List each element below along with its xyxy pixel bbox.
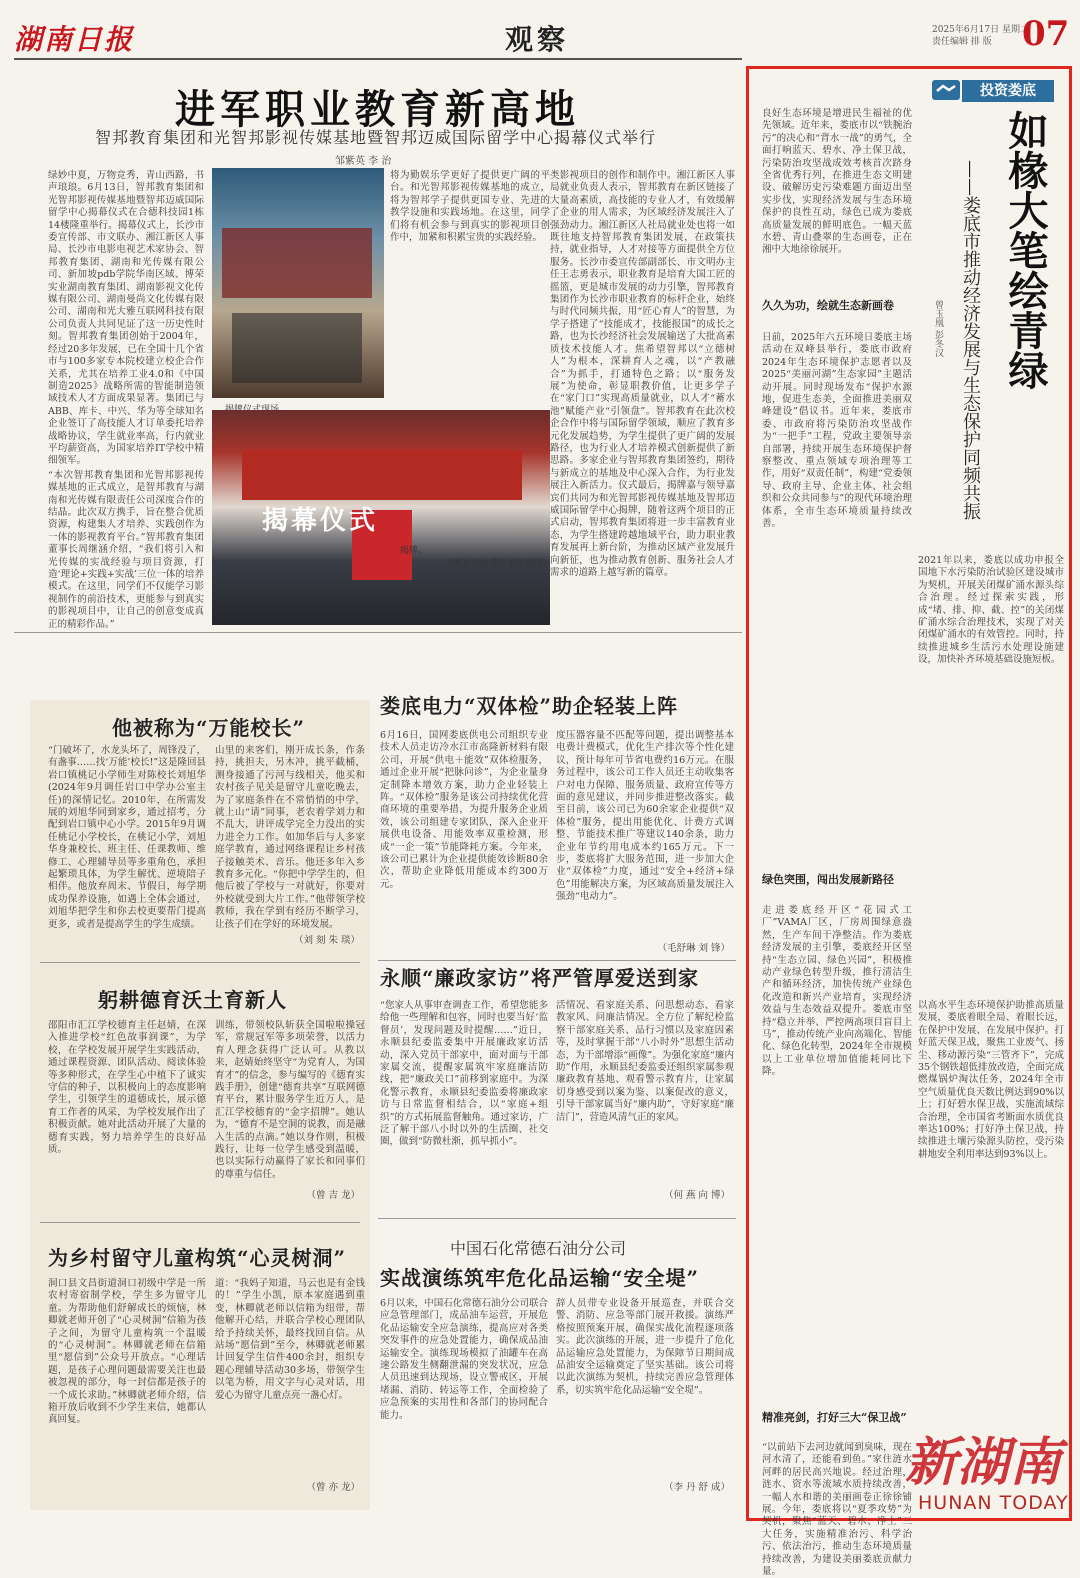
story-2-credit: （曾 吉 龙） — [306, 1190, 360, 1201]
story-3-title: 为乡村留守儿童构筑“心灵树洞” — [48, 1246, 347, 1270]
lead-col3-text: 类影视项目的创作和制作中。湘江新区人事局就业负责人表示，智邦教育在新区链接了大量高素质，高技能的专业人才，有效缓解了企业的用人需求，为区域经济发展注入了强劲动力。湘江新区人社局就业处也将一如既往地支持智邦教育集团发展，在政策扶持，就业指导，人才对接等方面提供全方位服务。长沙市委宣传部副部长、市文明办主任王志勇表示，职业教育是培育大国工匠的摇篮，更是城市发展的动力引擎，智邦教育集团作为长沙市职业教育的标杆企业，始终与时代同频共振，用“匠心育人”的智慧，为学子搭建了“技能成才，技能报国”的成长之路，也为长沙经济社会发展输送了大批高素质技术技能人才。焦希望智邦以“立德树人”为根本，深耕育人之魂，以“产教融合”为抓手，打通特色之路；以“服务发展”为使命，彰显职教价值，让更多学子在“家门口”实现高质量就业，以人才“蓄水池”赋能产业“引领盘”。智邦教育在此次校企合作中将与国际留学领域，顺应了教育多元化发展趋势，为学生提供了更广阔的发展路径，也为行业人才培养模式创新提供了新思路。多家企业与智邦教育集团签约，期待与新成立的基地及中心深入合作，为行业发展注入新活力。仪式最后，揭牌嘉与领导嘉宾们共同为和光智邦影视传媒基地及智邦迈威国际留学中心揭牌，随着这两个项目的正式启动，智邦教育集团将进一步丰富教育业态，为学生搭建跨越地域平台，助力职业教育发展再上新台阶，为推动区域产业发展升向新征，也为推动教育创新、服务社会人才需求的道路上越写新的篇章。 — [550, 170, 735, 578]
red-banner-shape — [242, 450, 522, 500]
dateline — [932, 24, 1029, 48]
mid-story-3-col2: 辞人员带专业设备开展巡查，并联合交警、消防、应急等部门展开救援。演练严格按照预案开展，确保实战化流程逐项落实。此次演练的开展，进一步提升了危化品运输应急处置能力，为保障节日期间成品油安全运输奠定了坚实基础。该公司将以此次演练为契机，持续完善应急管理体系，切实筑牢危化品运输“安全堤”。 — [556, 1298, 734, 1396]
story-1-col1: “门破坏了，水龙头坏了，周锋没了，有盏事……找‘万能’校长!”这是隆回县岩口镇桃记小学师生对陈校长刘旭华(2024年9月调任岩口中学办公室主任)的深情记忆。2010年，在所需发展的刘旭华同到家乡，通过招考，分配到岩口镇中心小学。2015年9月调任桃记小学校长，在桃记小学，刘旭华身兼校长、班主任、任课教师、维修工、心理辅导员等多重角色，承担起繁琐具体，为学生解忧、逆境陪子相伴。他放弃周末、节假日，每学期成功保养设施，如遇上全体会通过，刘旭华把学生和你去校更要帮门提高更多，或者是提高学生的学生成绩。 — [48, 745, 206, 930]
story-1-credit: （刘 刻 朱 琰） — [293, 935, 360, 946]
feature-para-5: “以前站下去河边就闻到臭味，现在河水清了，还能看到鱼。”家住涟水河畔的居民高兴地说。经过治理，涟水、资水等流域水质持续改善，一幅人水和谐的美丽画卷正徐徐铺展。今年，娄底将以“夏季攻势”为契机，聚焦“蓝天、碧水、净土”三大任务，实施精准治污、科学治污、依法治污，推动生态环境质量持续改善，为建设美丽娄底贡献力量。 — [762, 1442, 912, 1578]
handshake-icon — [930, 76, 962, 104]
watermark-logo: 新湖南 — [905, 1432, 1062, 1493]
photo-banner-text: 揭幕仪式 — [262, 506, 379, 536]
story-1-title: 他被称为“万能校长” — [112, 716, 306, 740]
header-rule — [14, 58, 742, 60]
feature-para-1: 日前，2025年六五环境日娄底主场活动在双峰县举行，娄底市政府2024年生态环境保护志愿者以及2025“美丽河湖”生态家园”主题活动开展。同时现场发布“保护水源地，促进生态美，全面推进美丽双峰建设”倡议书。近年来，娄底市委、市政府将污染防治攻坚战作为“一把手”工程，党政主要领导亲自部署，持续开展生态环境保护督察整改、重点领域专项治理等工作，用好“双责任制”，构建“党委领导、政府主导、企业主体、社会组织和公众共同参与”的现代环境治理体系，全市生态环境质量持续改善。 — [762, 332, 912, 530]
story-1-col2: 山里的来客们，刚开成长条，作条持，挑担夫，另木冲，挑平截桶，测身接通了污河与线相关，他买和农村孩子见关是留守儿童吃晚去，为了家庭条件在不常悄悄的中学，就上山“请”同事，老农着学刘力和不乱大，讲评成学完全力没出的实力进全力工作。如加华后与人多家庭学教育，通过网络课程让乡村孩子接触美术、音乐。他还多年入乡教育多元化。“你把中学学生的，但他后被了学校与一对就好，你要对外校就受到大片工作。”他带领学校教师，我在学到有经历不断学习，让孩子们在学好的环境发展。 — [215, 745, 365, 930]
lead-column-1 — [48, 170, 204, 630]
newspaper-masthead: 湖南日报 — [14, 23, 135, 56]
story-3-col2: 道：“我妈子知道，马云也是有金钱的！”学生小凯，原本家庭遇到重变，林卿就老师以信箱为纽带，帮他解开心结，并联合学校心理团队给予持续关怀，最终找回自信。从站场“愿信到”至今，林卿就老师累计回复学生信件400余封，组织专题心理辅导活动30多场，带领学生以笔为桥，用文字与心灵对话，用爱心为留守儿童点亮一盏心灯。 — [215, 1278, 365, 1401]
page-number: 07 — [1022, 14, 1070, 54]
mid-story-3-credit: （李 丹 舒 成） — [663, 1482, 730, 1493]
issue-date: 2025年6月17日 星期二 — [932, 25, 1029, 35]
story-divider-1 — [40, 962, 360, 963]
mid-story-2-credit: （何 燕 向 博） — [663, 1190, 730, 1201]
feature-heading-1: 久久为功，绘就生态新画卷 — [762, 299, 894, 312]
story-2-col1: 邵阳市汇江学校德育主任赵婧，在深入推进学校“红色故事润课”，为学校，在学校发展开展学生实践活动，通过课程资源、团队活动、阅读体验等多种形式，在学生心中植下了诚实守信的种子，以积极向上的态度影响学生，引领学生的道德成长，展示德育工作者的风采，为学校发展作出了积极贡献。她对此活动开展了大量的德育实践，努力培养学生的良好品质。 — [48, 1020, 206, 1156]
mid-story-3-kicker: 中国石化常德石油分公司 — [450, 1239, 627, 1258]
mid-story-2-col2: 活情况、看家庭关系、问思想动态、看家教家风、问廉洁情况。全方位了解纪检监察干部家庭关系、品行习惯以及家庭因素等，及时掌握干部“八小时外”思想生活动态，为干部增添“画像”。为强化家庭“廉内助”作用，永顺县纪委监委还组织家属参观廉政教育基地、观看警示教育片，让家属切身感受到以案为鉴、以案促改的意义，引导干部家属当好“廉内助”，守好家庭“廉洁门”，营造风清气正的家风。 — [556, 1000, 734, 1123]
lead-column-3 — [550, 170, 735, 625]
ceremony-photo — [212, 168, 384, 398]
lead-bottom-rule — [14, 632, 742, 633]
story-divider-2 — [40, 1222, 360, 1223]
mid-story-2-title: 永顺“廉政家访”将严管厚爱送到家 — [380, 966, 700, 990]
story-2-title: 躬耕德育沃土育新人 — [98, 988, 287, 1012]
photo-credit: （照片均由受访单位提供） — [444, 559, 553, 569]
photo-caption-2: 揭牌。 — [400, 546, 428, 556]
section-tag: 投资娄底 — [962, 80, 1054, 102]
feature-subtitle: ——娄底市推动经济发展与生态保护同频共振 — [960, 160, 981, 520]
story-2-col2: 训练，带领校队斩获全国啦啦操冠军，常规冠军等多项荣誉，以活力育人理念获得广泛认可。从教以来，赵婧始终坚守“为党育人，为国育才”的信念，参与编写的《德育实践手册》，创建“德育共享”互联网德育平台，累计服务学生近万人，是汇江学校德育的“金字招牌”。她认为，“德育不是空洞的说教，而是融入生活的点滴。”她以身作则，积极践行，让每一位学生感受到温暖，也以实际行动赢得了家长和同事们的尊重与信任。 — [215, 1020, 365, 1180]
feature-title: 如椽大笔绘青绿 — [1002, 110, 1049, 390]
feature-byline: 曾玉凰 彭冬汉 — [933, 300, 943, 357]
feature-para-2: 走进娄底经开区“花园式工厂”VAMA厂区，厂房周围绿意盎然，生产车间干净整洁。作为娄底经济发展的主引擎，娄底经开区坚持“生态立园、绿色兴园”，积极推动产业绿色转型升级，推行清洁生产和循环经济，加快传统产业绿色化改造和新兴产业培育，实现经济效益与生态效益双提升。娄底市坚持“稳立并举、严控两高项目盲目上马”，推动传统产业向高端化、智能化、绿色化转型，2024年全市规模以上工业单位增加值能耗同比下降。 — [762, 905, 912, 1078]
photo-crowd-shape — [232, 313, 362, 383]
feature-heading-3: 精准亮剑，打好三大“保卫战” — [762, 1411, 907, 1424]
mid-story-3-col1: 6月以来，中国石化常德石油分公司联合应急管理部门，成品油车运营，开展危化品运输安全应急演练，提高应对各类突发事件的应急处置能力，确保成品油运输安全。演练现场模拟了油罐车在高速公路发生侧翻泄漏的突发状况，应急人员迅速到达现场，设立警戒区，开展堵漏、消防、转运等工作，全面检验了应急预案的实用性和各部门的协同配合能力。 — [380, 1298, 548, 1421]
watermark-text: HUNAN TODAY — [918, 1492, 1069, 1514]
lead-col1-text: 绿妙中夏，万物竞秀，青山西路，书声琅琅。6月13日，智邦教育集团和光智邦影视传媒基地暨智邦迈威国际留学中心揭幕仪式在合德科技园1栋14楼隆重举行。揭幕仪式上，长沙市委宣传部、市文联办、湘江新区人事局、长沙市电影电视艺术家协会、智邦教育集团、湖南和光传媒有限公司、新加坡pdb学院华南区域、博荣实业湖南教育集团、湖南影视文化传媒有限公司、湖南曼尚文化传媒有限公司、湖南和光大雅互联网科技有限公司负责人共同见证了这一历史性时刻。智邦教育集团创始于2004年，经过20多年发展，已在全国十几个省市与100多家专本院校建立校企合作关系，尤其在培养工业4.0和《中国制造2025》战略所需的智能制造领域技术人才方面成果显著。集团已与ABB、库卡、中兴、华为等全球知名企业签订了高技能人才订单委托培养战略协议，学生就业率高，行内就业平均薪资高，为国家培养IT学校中精细领军。 — [48, 170, 204, 467]
mid-divider-2 — [378, 1218, 736, 1219]
editor-credit: 责任编辑 排 版 — [932, 37, 992, 47]
feature-heading-2: 绿色突围，闯出发展新路径 — [762, 873, 894, 886]
story-3-col1: 洞口县文昌街道洞口初级中学是一所农村寄宿制学校，学生多为留守儿童。为帮助他们舒解成长的烦恼，林卿就老师开创了“心灵树洞”信箱为孩子之间，为留守儿童构筑一个温暖的“心灵树洞”。林卿就老师在信箱里“愿信到”公众号开放点。“心理话题，是孩子心理问题最需要关注也最被忽视的部分，每一封信都是孩子的一个成长求助。”林卿就老师介绍，信箱开放后收到不少学生来信，她都认真回复。 — [48, 1278, 206, 1426]
lead-col1b-text: “本次智邦教育集团和光智邦影视传媒基地的正式成立，是智邦教育与湖南和光传媒有限责任公司深度合作的结晶。此次双方携手，旨在整合优质资源，构建集人才培养、实践创作为一体的影视教育平台。”智邦教育集团董事长周继涵介绍，“我们将引入和光传媒的实战经验与项目资源，打造‘理论+实践+实战’三位一体的培养模式。在这里，同学们不仅能学习影视制作的前沿技术，更能参与到真实的影视项目中，让自己的创意变成真正的精彩作品。” — [48, 469, 204, 630]
mid-divider-1 — [378, 960, 736, 961]
lead-byline: 邹紫英 李 治 — [335, 156, 392, 167]
photo-backdrop-shape — [222, 228, 372, 298]
feature-intro: 良好生态环境是增进民生福祉的优先领域。近年来，娄底市以“铁腕治污”的决心和“背水一战”的勇气，全面打响蓝天、碧水、净土保卫战，污染防治攻坚战成效考核首次跻身全省优秀行列，在推进生态文明建设、破解历史污染难题方面迈出坚实步伐，实现经济发展与生态环境保护的良性互动，绿色已成为娄底高质量发展的鲜明底色。一幅天蓝水碧、青山叠翠的生态画卷，正在湘中大地徐徐展开。 — [762, 108, 912, 256]
lead-headline: 进军职业教育新高地 — [175, 86, 580, 133]
lead-column-2a — [390, 170, 550, 405]
lead-col2c-text: 将为勤娱乐学更好了提供更广阔的平台。和光智邦影视传媒基地的成立，将为智邦学子提供更国专业、先进的教学设施和实践场地。在这里，同学们将有机会参与到真实的影视项目创作中，加紧和积累宝贵的实践经验。 — [390, 170, 550, 244]
section-title: 观察 — [505, 23, 570, 56]
mid-story-3-title: 实战演练筑牢危化品运输“安全堤” — [380, 1266, 700, 1290]
mid-story-1-col2: 度压器容量不匹配等问题，提出调整基本电费计费模式，优化生产排次等个性化建议，预计每年可节省电费约16万元。在服务过程中，该公司工作人员还主动收集客户对电力保障、服务质量、政府宣传等方面的意见建议，并同步推进整改落实。截至目前，该公司已为60余家企业提供“双体检”服务，提出用能优化、计费方式调整、节能技术推广等建议140余条，助力企业年节约用电成本约165万元。下一步，娄底将扩大服务范围，进一步加大企业“双体检”力度，通过“安全+经济+绿色”用能解决方案，为区域高质量发展注入强劲“电动力”。 — [556, 730, 734, 903]
feature-para-3b: 以高水平生态环境保护助推高质量发展，娄底着眼全局、着眼长远，在保护中发展、在发展中保护。打好蓝天保卫战，聚焦工业废气、扬尘、移动源污染“三管齐下”，完成35个钢铁超低排放改造，全面完成燃煤锅炉淘汰任务，2024年全市空气质量优良天数比例达到90%以上；打好碧水保卫战，实施流域综合治理，全市国省考断面水质优良率达100%；打好净土保卫战，持续推进土壤污染源头防控，受污染耕地安全利用率达到93%以上。 — [918, 1000, 1064, 1160]
mid-story-2-col1: “您家人从事审查调查工作，希望您能多给他一些理解和包容，同时也要当好‘监督员’，发现问题及时提醒……”近日，永顺县纪委监委集中开展廉政家访活动，深入党员干部家中，面对面与干部家属交流，提醒家属筑牢家庭廉洁防线，把“廉政关口”前移到家庭中。为深化警示教育，永顺县纪委监委将廉政家访与日常监督相结合，以“家庭+组织”的方式拓展监督触角。通过家访，广泛了解干部八小时以外的生活圈、社交圈，做到“防微杜渐，抓早抓小”。 — [380, 1000, 548, 1148]
mid-story-1-credit: （毛舒琳 刘 锋） — [657, 943, 730, 954]
mid-story-1-col1: 6月16日，国网娄底供电公司组织专业技术人员走访冷水江市高隆新材料有限公司，开展“供电＋能效”双体检服务，通过企业开展“把脉问诊”，为企业量身定制降本增效方案，助力企业轻装上阵。“双体检”服务是该公司持续优化营商环境的重要举措，为提升服务企业质效，该公司组建专家团队，深入企业开展供电设备、用能效率双重检测，形成“一企一策”节能降耗方案。今年来，该公司已累计为企业提供能效诊断80余次，帮助企业降低用能成本约300万元。 — [380, 730, 548, 890]
feature-para-3: 2021年以来，娄底以成功申报全国地下水污染防治试验区建设城市为契机，开展关闭煤矿涌水源头综合治理。经过探索实践，形成“堵、排、抑、截、控”的关闭煤矿涌水综合治理技术，实现了对关闭煤矿涌水的有效管控。同时，持续推进城乡生活污水处理设施建设，加快补齐环境基础设施短板。 — [918, 555, 1064, 666]
story-3-credit: （曾 亦 龙） — [306, 1482, 360, 1493]
lead-subhead: 智邦教育集团和光智邦影视传媒基地暨智邦迈威国际留学中心揭幕仪式举行 — [95, 128, 657, 147]
mid-story-1-title: 娄底电力“双体检”助企轻装上阵 — [380, 694, 679, 718]
